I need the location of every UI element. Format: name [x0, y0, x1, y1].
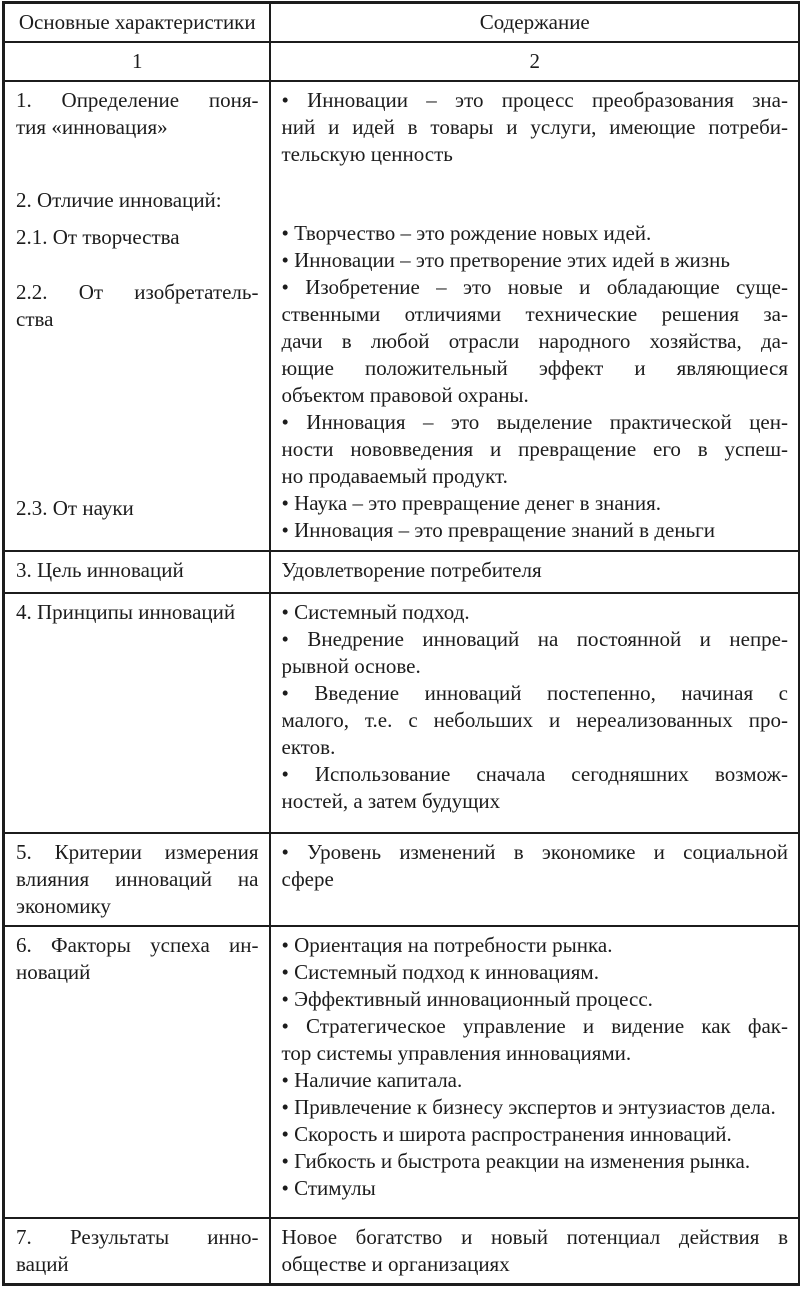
cell-criteria-left	[4, 833, 270, 926]
bullet-item: • Стратегическое управление и видение как фак- тор системы управления инновациями.	[281, 1014, 788, 1065]
row-label: 7. Результаты инно- ваций	[16, 1225, 259, 1276]
cell-success-factors-right	[270, 926, 800, 1218]
row-value: Удовлетворение потребителя	[281, 558, 542, 582]
bullet-item: • Введение инноваций постепенно, начиная с малого, т.е. с небольших и нереализованных про- ектов.	[281, 681, 788, 759]
column-number-cell-2: 2	[270, 42, 800, 81]
bullet-item: • Скорость и широта распространения инноваций.	[281, 1122, 732, 1146]
cell-criteria-right	[270, 833, 800, 926]
cell-results-left	[4, 1218, 270, 1285]
bullet-item: • Творчество – это рождение новых идей.	[281, 221, 652, 245]
bullet-item: • Инновация – это выделение практической цен- ности нововведения и превращение его в успеш- но продаваемый продукт.	[281, 410, 788, 488]
bullet-item: • Привлечение к бизнесу экспертов и энтузиастов дела.	[281, 1095, 776, 1119]
table-row	[4, 551, 800, 593]
column-number-cell-1: 1	[4, 42, 270, 81]
bullet-item: • Инновации – это претворение этих идей в жизнь	[281, 248, 730, 272]
bullet-item: • Системный подход к инновациям.	[281, 960, 599, 984]
bullet-item: • Использование сначала сегодняшних возмож- ностей, а затем будущих	[281, 762, 788, 813]
row-label: 3. Цель инноваций	[16, 558, 184, 582]
table-row	[4, 926, 800, 1218]
cell-definitions-right	[270, 81, 800, 551]
innovation-characteristics-table	[2, 1, 800, 1286]
cell-goal-left	[4, 551, 270, 593]
cell-principles-left	[4, 593, 270, 833]
cell-success-factors-left	[4, 926, 270, 1218]
definition-item: 1. Определение поня- тия «инновация»	[16, 88, 259, 139]
table-header-row	[4, 3, 800, 43]
table-row	[4, 593, 800, 833]
definition-item: 2. Отличие инноваций:	[16, 188, 222, 212]
row-value: Новое богатство и новый потенциал действия в обществе и организациях	[281, 1225, 788, 1276]
cell-results-right	[270, 1218, 800, 1285]
column-number-row	[4, 42, 800, 81]
row-label: 6. Факторы успеха ин- новаций	[16, 933, 259, 984]
table-row	[4, 81, 800, 551]
definition-item: 2.2. От изобретатель- ства	[16, 280, 259, 331]
bullet-item: • Эффективный инновационный процесс.	[281, 987, 653, 1011]
row-label: 5. Критерии измерения влияния инноваций на экономику	[16, 840, 259, 918]
row-label: 4. Принципы инноваций	[16, 600, 236, 624]
bullet-item: • Наличие капитала.	[281, 1068, 463, 1092]
definition-item: 2.3. От науки	[16, 496, 134, 520]
bullet-item: • Инновации – это процесс преобразования зна- ний и идей в товары и услуги, имеющие потреби- тельскую ценность	[281, 88, 788, 166]
bullet-item: • Изобретение – это новые и обладающие суще- ственными отличиями технические решения за- дачи в любой отрасли народного хозяйства, да- ющие положительный эффект и являющиеся объектом правовой охраны.	[281, 275, 788, 407]
table-row	[4, 833, 800, 926]
definition-item: 2.1. От творчества	[16, 225, 180, 249]
header-cell-characteristics: Основные характеристики	[4, 3, 270, 43]
header-cell-content: Содержание	[270, 3, 800, 43]
bullet-item: • Внедрение инноваций на постоянной и непре- рывной основе.	[281, 627, 788, 678]
bullet-item: • Гибкость и быстрота реакции на изменения рынка.	[281, 1149, 751, 1173]
bullet-item: • Инновация – это превращение знаний в деньги	[281, 518, 715, 542]
cell-principles-right	[270, 593, 800, 833]
bullet-item: • Системный подход.	[281, 600, 470, 624]
table-row	[4, 1218, 800, 1285]
bullet-item: • Ориентация на потребности рынка.	[281, 933, 613, 957]
bullet-item: • Стимулы	[281, 1176, 376, 1200]
cell-goal-right	[270, 551, 800, 593]
bullet-item: • Наука – это превращение денег в знания.	[281, 491, 662, 515]
bullet-item: • Уровень изменений в экономике и социальной сфере	[281, 840, 788, 891]
cell-definitions-left	[4, 81, 270, 551]
